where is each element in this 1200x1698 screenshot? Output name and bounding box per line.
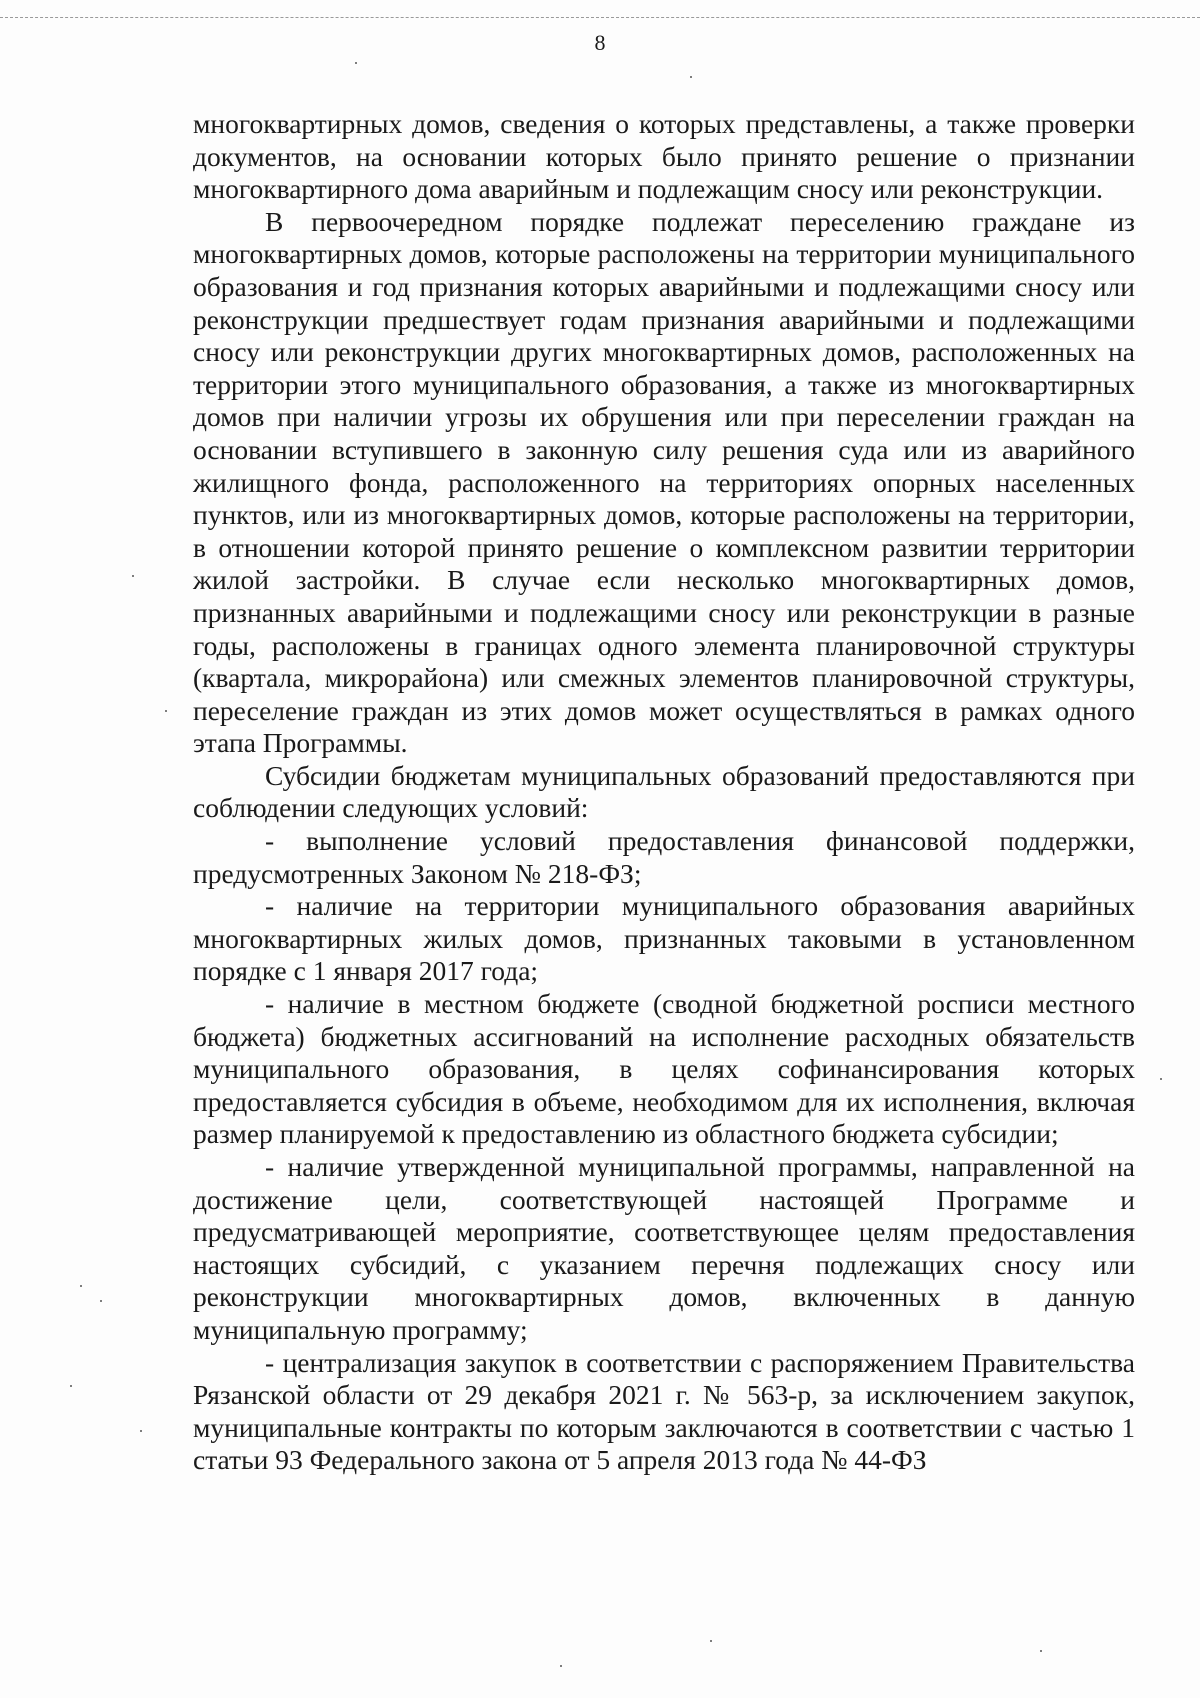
scan-speck	[1160, 1078, 1162, 1080]
scan-speck	[100, 1300, 102, 1302]
list-item-condition-4: - наличие утвержденной муниципальной программы, направленной на достижение цели, соответствующей настоящей Программе и предусматривающей мероприятие, соответствующее целям предоставления настоящих субсидий, с указанием перечня подлежащих сносу или реконструкции многоквартирных домов, включенных в данную муниципальную программу;	[193, 1151, 1135, 1345]
paragraph-continuation: многоквартирных домов, сведения о которых представлены, а также проверки документов, на основании которых было принято решение о признании многоквартирного дома аварийным и подлежащим сносу или реконструкции.	[193, 108, 1135, 205]
list-item-condition-1: - выполнение условий предоставления финансовой поддержки, предусмотренных Законом № 218-ФЗ;	[193, 825, 1135, 889]
scan-edge-rule	[0, 17, 1200, 18]
page-number: 8	[594, 30, 606, 55]
scan-speck	[1040, 1650, 1042, 1652]
list-item-condition-3: - наличие в местном бюджете (сводной бюджетной росписи местного бюджета) бюджетных ассигнований на исполнение расходных обязательств муниципального образования, в целях софинансирования которых предоставляется субсидия в объеме, необходимом для их исполнения, включая размер планируемой к предоставлению из областного бюджета субсидии;	[193, 988, 1135, 1150]
scan-speck	[70, 1385, 72, 1387]
document-body	[193, 108, 1135, 1477]
scan-speck	[560, 1665, 562, 1667]
paragraph-priority-resettlement: В первоочередном порядке подлежат переселению граждане из многоквартирных домов, которые расположены на территории муниципального образования и год признания которых аварийными и подлежащими сносу или реконструкции предшествует годам признания аварийными и подлежащими сносу или реконструкции других многоквартирных домов, расположенных на территории этого муниципального образования, а также из многоквартирных домов при наличии угрозы их обрушения или при переселении граждан на основании вступившего в законную силу решения суда или из аварийного жилищного фонда, расположенного на территориях опорных населенных пунктов, или из многоквартирных домов, которые расположены на территории, в отношении которой принято решение о комплексном развитии территории жилой застройки. В случае если несколько многоквартирных домов, признанных аварийными и подлежащими сносу или реконструкции в разные годы, расположены в границах одного элемента планировочной структуры (квартала, микрорайона) или смежных элементов планировочной структуры, переселение граждан из этих домов может осуществляться в рамках одного этапа Программы.	[193, 205, 1135, 759]
scan-speck	[355, 62, 357, 64]
scan-speck	[80, 1285, 82, 1287]
scan-speck	[165, 710, 167, 712]
paragraph-subsidy-conditions: Субсидии бюджетам муниципальных образований предоставляются при соблюдении следующих условий:	[193, 759, 1135, 824]
scan-speck	[132, 575, 134, 577]
scan-speck	[690, 76, 692, 78]
scan-speck	[710, 1640, 712, 1642]
list-item-condition-2: - наличие на территории муниципального образования аварийных многоквартирных жилых домов, признанных таковыми в установленном порядке с 1 января 2017 года;	[193, 890, 1135, 987]
list-item-condition-5: - централизация закупок в соответствии с распоряжением Правительства Рязанской области от 29 декабря 2021 г. № 563-р, за исключением закупок, муниципальные контракты по которым заключаются в соответствии с частью 1 статьи 93 Федерального закона от 5 апреля 2013 года № 44-ФЗ	[193, 1346, 1135, 1476]
scan-speck	[140, 1430, 142, 1432]
